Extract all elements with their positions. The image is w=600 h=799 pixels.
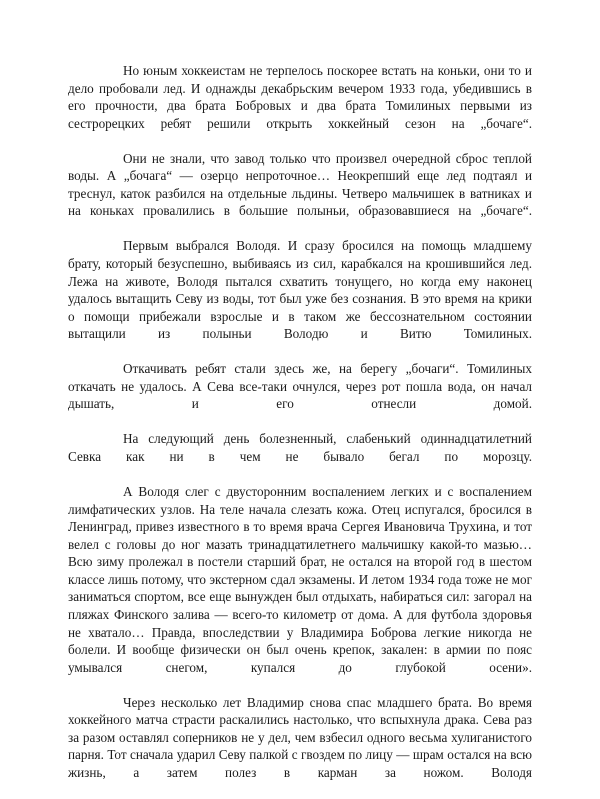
paragraph: Первым выбрался Володя. И сразу бросился на помощь младшему брату, который безуспешно, выбиваясь из сил, карабкался на крошившийся лед. Лежа на животе, Володя пытался схватить тонущего, но когда ему наконец удалось вытащить Севу из воды, тот был уже без сознания. В это время на крики о помощи прибежали взрослые и в таком же бессознательном состоянии вытащили из полыньи Володю и Витю Томилиных. <box>68 238 532 342</box>
paragraph: Но юным хоккеистам не терпелось поскорее встать на коньки, они то и дело пробовали лед. И однажды декабрьским вечером 1933 года, убедившись в его прочности, два брата Бобровых и два брата Томилиных первыми из сестрорецких ребят решили открыть хоккейный сезон на „бочаге“. <box>68 63 532 131</box>
paragraph: На следующий день болезненный, слабенький одиннадцатилетний Севка как ни в чем не бывало бегал по морозцу. <box>68 431 532 465</box>
paragraph: Через несколько лет Владимир снова спас младшего брата. Во время хоккейного матча страсти раскалились настолько, что вспыхнула драка. Сева раз за разом оставлял соперников не у дел, чем взбесил одного весьма хулиганистого парня. Тот сначала ударил Севу палкой с гвоздем по лицу — шрам остался на всю жизнь, а затем полез в карман за ножом. Володя <box>68 694 532 780</box>
paragraph: А Володя слег с двусторонним воспалением легких и с воспалением лимфатических узлов. На теле начала слезать кожа. Отец испугался, бросился в Ленинград, привез известного в то время врача Сергея Ивановича Трухина, и тот велел с головы до ног мазать тринадцатилетнего мальчишку какой-то мазью… Всю зиму пролежал в постели старший брат, не остался на второй год в шестом классе лишь потому, что экстерном сдал экзамены. И летом 1934 года тоже не мог заниматься спортом, все еще вынужден был отдыхать, набираться сил: загорал на пляжах Финского залива — всего-то километр от дома. А для футбола здоровья не хватало… Правда, впоследствии у Владимира Боброва легкие никогда не болели. И вообще физически он был очень крепок, закален: в армии по пояс умывался снегом, купался до глубокой осени». <box>68 484 532 675</box>
body-text-block <box>68 62 532 799</box>
paragraph: Они не знали, что завод только что произвел очередной сброс теплой воды. А „бочага“ — озерцо непроточное… Неокрепший еще лед подтаял и треснул, каток разбился на отдельные льдины. Четверо мальчишек в ватниках и на коньках провалились в большие полыньи, образовавшиеся на „бочаге“. <box>68 150 532 219</box>
paragraph: Откачивать ребят стали здесь же, на берегу „бочаги“. Томилиных откачать не удалось. А Сева все-таки очнулся, через рот пошла вода, он начал дышать, и его отнесли домой. <box>68 361 532 412</box>
